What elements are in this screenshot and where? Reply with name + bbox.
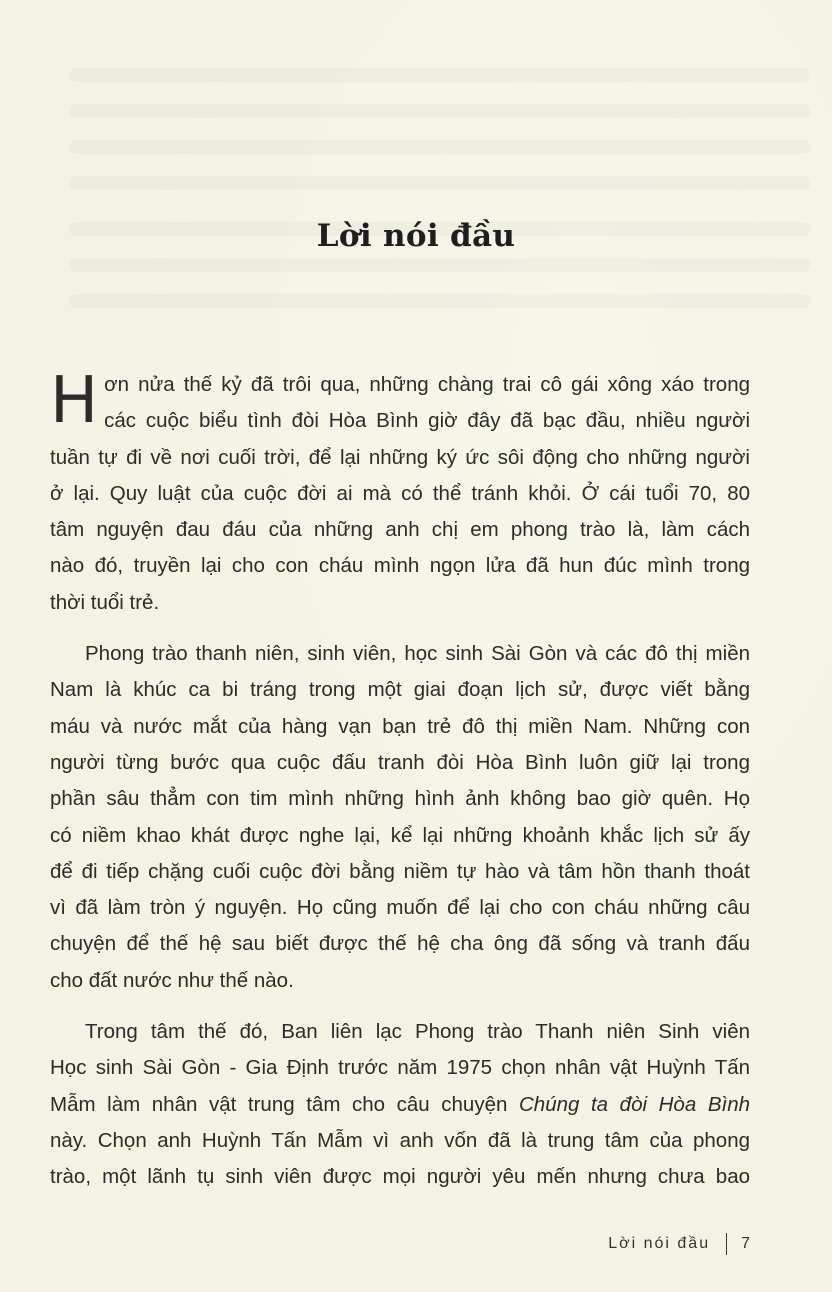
text-line: để đi tiếp chặng cuối cuộc đời bằng niềm tự hào và tâm hồn thanh thoát (50, 859, 750, 883)
text-line: Phong trào thanh niên, sinh viên, học sinh Sài Gòn và các đô thị miền (85, 642, 750, 666)
text-line: phần sâu thẳm con tim mình những hình ảnh không bao giờ quên. Họ (50, 787, 750, 811)
paragraph-2 (50, 636, 750, 999)
paragraph-3 (50, 1014, 750, 1195)
text-line: chuyện để thế hệ sau biết được thế hệ cha ông đã sống và tranh đấu (50, 932, 750, 956)
body-text (50, 364, 750, 1196)
text-line: cho đất nước như thế nào. (50, 968, 294, 992)
chapter-title: Lời nói đầu (316, 218, 516, 254)
footer-separator (726, 1233, 727, 1255)
drop-cap: H (50, 364, 99, 438)
text-line: ở lại. Quy luật của cuộc đời ai mà có thể tránh khỏi. Ở cái tuổi 70, 80 (50, 481, 750, 505)
text-line: tuần tự đi về nơi cuối trời, để lại những ký ức sôi động cho những người (50, 445, 750, 469)
text-line (50, 1087, 750, 1123)
bleed-through-line (70, 176, 810, 190)
bleed-through-line (70, 140, 810, 154)
text-line: Học sinh Sài Gòn - Gia Định trước năm 1975 chọn nhân vật Huỳnh Tấn (50, 1056, 750, 1080)
text-segment: Mẫm làm nhân vật trung tâm cho câu chuyện (50, 1092, 519, 1116)
page-footer (608, 1233, 750, 1255)
text-line: người từng bước qua cuộc đấu tranh đòi Hòa Bình luôn giữ lại trong (50, 750, 750, 774)
text-line: này. Chọn anh Huỳnh Tấn Mẫm vì anh vốn đã là trung tâm của phong (50, 1128, 750, 1152)
paragraph-1 (50, 364, 750, 621)
bleed-through-line (70, 258, 810, 272)
text-line: các cuộc biểu tình đòi Hòa Bình giờ đây đã bạc đầu, nhiều người (104, 409, 750, 433)
text-line: vì đã làm tròn ý nguyện. Họ cũng muốn để lại cho con cháu những câu (50, 896, 750, 920)
text-line: nào đó, truyền lại cho con cháu mình ngọn lửa đã hun đúc mình trong (50, 554, 750, 578)
text-line: có niềm khao khát được nghe lại, kể lại những khoảnh khắc lịch sử ấy (50, 823, 750, 847)
book-title-italic: Chúng ta đòi Hòa Bình (518, 1092, 750, 1116)
bleed-through-line (70, 294, 810, 308)
text-line: ơn nửa thế kỷ đã trôi qua, những chàng trai cô gái xông xáo trong (104, 373, 750, 396)
text-line: thời tuổi trẻ. (50, 590, 160, 614)
bleed-through-line (70, 104, 810, 118)
text-line: Trong tâm thế đó, Ban liên lạc Phong trào Thanh niên Sinh viên (85, 1020, 750, 1044)
text-line: tâm nguyện đau đáu của những anh chị em phong trào là, làm cách (50, 518, 750, 542)
running-title: Lời nói đầu (608, 1235, 711, 1252)
page-number: 7 (741, 1235, 750, 1252)
text-line: Nam là khúc ca bi tráng trong một giai đoạn lịch sử, được viết bằng (50, 678, 750, 702)
text-line: máu và nước mắt của hàng vạn bạn trẻ đô thị miền Nam. Những con (50, 714, 750, 738)
bleed-through-line (70, 68, 810, 82)
text-line: trào, một lãnh tụ sinh viên được mọi người yêu mến nhưng chưa bao (50, 1165, 750, 1189)
